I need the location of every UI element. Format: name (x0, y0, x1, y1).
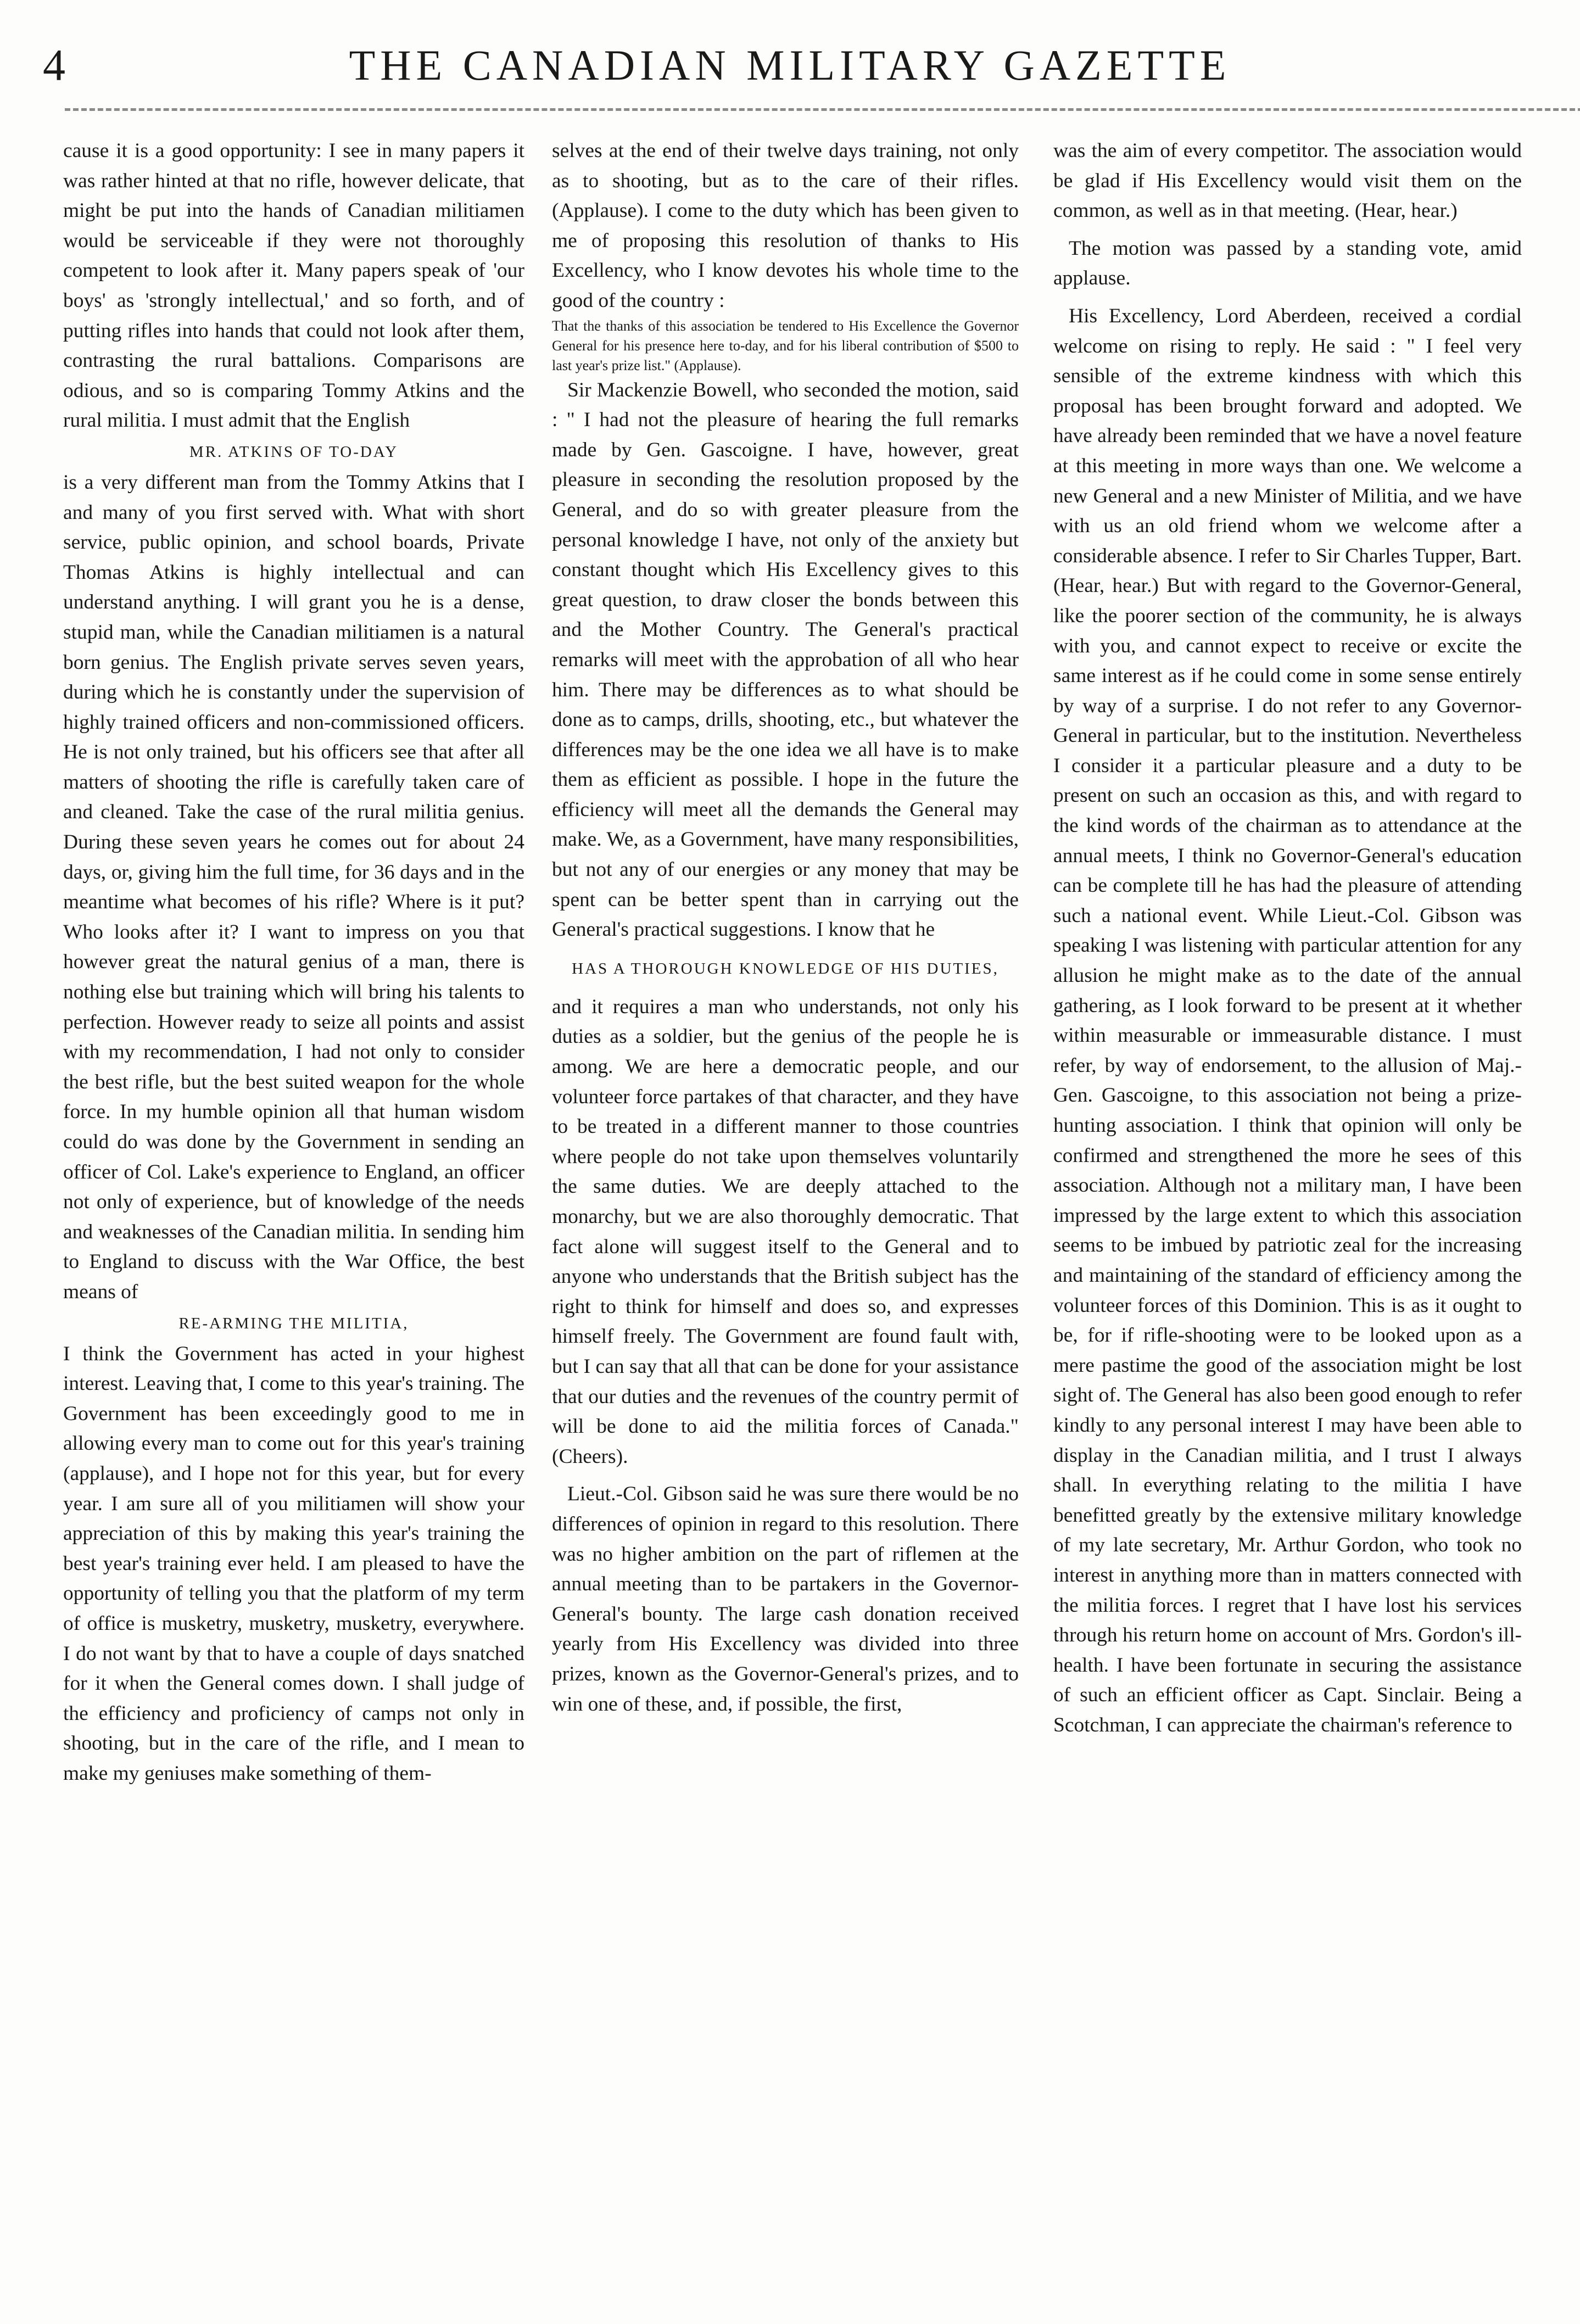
column-2 (552, 136, 1019, 2311)
subheading: HAS A THOROUGH KNOWLEDGE OF HIS DUTIES, (572, 959, 999, 977)
page-number: 4 (43, 40, 65, 90)
subheading: MR. ATKINS OF TO-DAY (189, 443, 399, 461)
paragraph: was the aim of every competitor. The association would be glad if His Excellency would visit them on the common, as well as in that meeting. (Hear, hear.) (1053, 139, 1522, 222)
spacer (1053, 294, 1522, 301)
paragraph: cause it is a good opportunity: I see in many papers it was rather hinted at that no rifle, however delicate, that might be put into the hands of Canadian militiamen would be serviceable if they were not thoroughly competent to look after it. Many papers speak of 'our boys' as 'strongly intellectual,' and so forth, and of putting rifles into hands that could not look after them, contrasting the rural battalions. Comparisons are odious, and so is comparing Tommy Atkins and the rural militia. I must admit that the English (63, 139, 524, 432)
page-header (0, 0, 1580, 118)
paragraph: Lieut.-Col. Gibson said he was sure there would be no differences of opinion in regard to this resolution. There was no higher ambition on the part of riflemen at the annual meeting than to be partakers in the Governor-General's bounty. The large cash donation received yearly from His Excellency was divided into three prizes, known as the Governor-General's prizes, and to win one of these, and, if possible, the first, (552, 1483, 1019, 1716)
spacer (552, 1472, 1019, 1479)
column-3 (1053, 136, 1522, 2311)
column-1 (63, 136, 524, 2311)
spacer (1053, 226, 1522, 234)
masthead-title: THE CANADIAN MILITARY GAZETTE (349, 41, 1231, 89)
subheading: RE-ARMING THE MILITIA, (178, 1314, 409, 1332)
paragraph: is a very different man from the Tommy Atkins that I and many of you first served with. What with short service, public opinion, and school boards, Private Thomas Atkins is highly intellectual and can understand anything. I will grant you he is a dense, stupid man, while the Canadian militiamen is a natural born genius. The English private serves seven years, during which he is constantly under the supervision of highly trained officers and non-commissioned officers. He is not only trained, but his officers see that after all matters of shooting the rifle is carefully taken care of and cleaned. Take the case of the rural militia genius. During these seven years he comes out for about 24 days, or, giving him the full time, for 36 days and in the meantime what becomes of his rifle? Where is it put? Who looks after it? I want to impress on you that however great the natural genius of a man, there is nothing else but training which will bring his talents to perfection. However ready to seize all points and assist with my recommendation, I had not only to consider the best rifle, but the best suited weapon for the whole force. In my humble opinion all that human wisdom could do was done by the Government in sending an officer of Col. Lake's experience to England, an officer not only of experience, but of knowledge of the needs and weaknesses of the Canadian militia. In sending him to England to discuss with the War Office, the best means of (63, 471, 524, 1303)
resolution-text: That the thanks of this association be tendered to His Excellence the Governor General for his presence here to-day, and for his liberal contribution of $500 to last year's prize list." (Applause). (552, 317, 1019, 373)
spacer (552, 985, 1019, 992)
paragraph: The motion was passed by a standing vote, amid applause. (1053, 237, 1522, 290)
paragraph: and it requires a man who understands, not only his duties as a soldier, but the genius of the people he is among. We are here a democratic people, and our volunteer force partakes of that character, and they have to be treated in a different manner to those countries where people do not take upon themselves voluntarily the same duties. We are deeply attached to the monarchy, but we are also thoroughly democratic. That fact alone will suggest itself to the General and to anyone who understands that the British subject has the right to think for himself and does so, and expresses himself freely. The Government are found fault with, but I can say that all that can be done for your assistance that our duties and the revenues of the country permit of will be done to aid the militia forces of Canada." (Cheers). (552, 995, 1019, 1468)
paragraph: selves at the end of their twelve days training, not only as to shooting, but as to the care of their rifles. (Applause). I come to the duty which has been given to me of proposing this resolution of thanks to His Excellency, who I know devotes his whole time to the good of the country : (552, 139, 1019, 312)
paragraph: His Excellency, Lord Aberdeen, received a cordial welcome on rising to reply. He said : " I feel very sensible of the extreme kindness with which this proposal has been brought forward and adopted. We have already been reminded that we have a novel feature at this meeting in more ways than one. We welcome a new General and a new Minister of Militia, and we have with us an old friend whom we welcome after a considerable absence. I refer to Sir Charles Tupper, Bart. (Hear, hear.) But with regard to the Governor-General, like the poorer section of the community, he is always with you, and cannot expect to receive or excite the same interest as if he could come in some sense entirely by way of a surprise. I do not refer to any Governor-General in particular, but to the institution. Nevertheless I consider it a particular pleasure and a duty to be present on such an occasion as this, and with regard to the kind words of the chairman as to attendance at the annual meets, I think no Governor-General's education can be complete till he has had the pleasure of attending such a national event. While Lieut.-Col. Gibson was speaking I was listening with particular attention for any allusion he might make as to the date of the annual gathering, as I look forward to be present at it whether within measurable or immeasurable distance. I must refer, by way of endorsement, to the allusion of Maj.-Gen. Gascoigne, to this association not being a prize-hunting association. I think that opinion will only be confirmed and strengthened the more he sees of this association. Although not a military man, I have been impressed by the large extent to which this association seems to be imbued by patriotic zeal for the increasing and maintaining of the standard of efficiency among the volunteer forces of this Dominion. This is as it ought to be, for if rifle-shooting were to be looked upon as a mere pastime the good of the association might be lost sight of. The General has also been good enough to refer kindly to any personal interest I may have been able to display in the Canadian militia, and I trust I always shall. In everything relating to the militia I have benefitted greatly by the extensive military knowledge of my late secretary, Mr. Arthur Gordon, who took no interest in anything more than in matters connected with the militia forces. I regret that I have lost his services through his return home on account of Mrs. Gordon's ill-health. I have been fortunate in securing the assistance of such an efficient officer as Capt. Sinclair. Being a Scotchman, I can appreciate the chairman's reference to (1053, 304, 1522, 1736)
spacer (552, 945, 1019, 953)
header-rule (65, 108, 1580, 111)
paragraph: I think the Government has acted in your highest interest. Leaving that, I come to this year's training. The Government has been exceedingly good to me in allowing every man to come out for this year's training (applause), and I hope not for this year, but for every year. I am sure all of you militiamen will show your appreciation of this by making this year's training the best year's training ever held. I am pleased to have the opportunity of telling you that the platform of my term of office is musketry, musketry, musketry, everywhere. I do not want by that to have a couple of days snatched for it when the General comes down. I shall judge of the efficiency and proficiency of camps not only in shooting, but in the care of the rifle, and I mean to make my geniuses make something of them- (63, 1342, 524, 1785)
paragraph: Sir Mackenzie Bowell, who seconded the motion, said : " I had not the pleasure of hearing the full remarks made by Gen. Gascoigne. I have, however, great pleasure in seconding the resolution proposed by the General, and do so with greater pleasure from the personal knowledge I have, not only of the anxiety but constant thought which His Excellency gives to this great question, to draw closer the bonds between this and the Mother Country. The General's practical remarks will meet with the approbation of all who hear him. There may be differences as to what should be done as to camps, drills, shooting, etc., but whatever the differences may be the one idea we all have is to make them as efficient as possible. I hope in the future the efficiency will meet all the demands the General may make. We, as a Government, have many responsibilities, but not any of our energies or any money that may be spent can be better spent than in carrying out the General's practical suggestions. I know that he (552, 378, 1019, 941)
